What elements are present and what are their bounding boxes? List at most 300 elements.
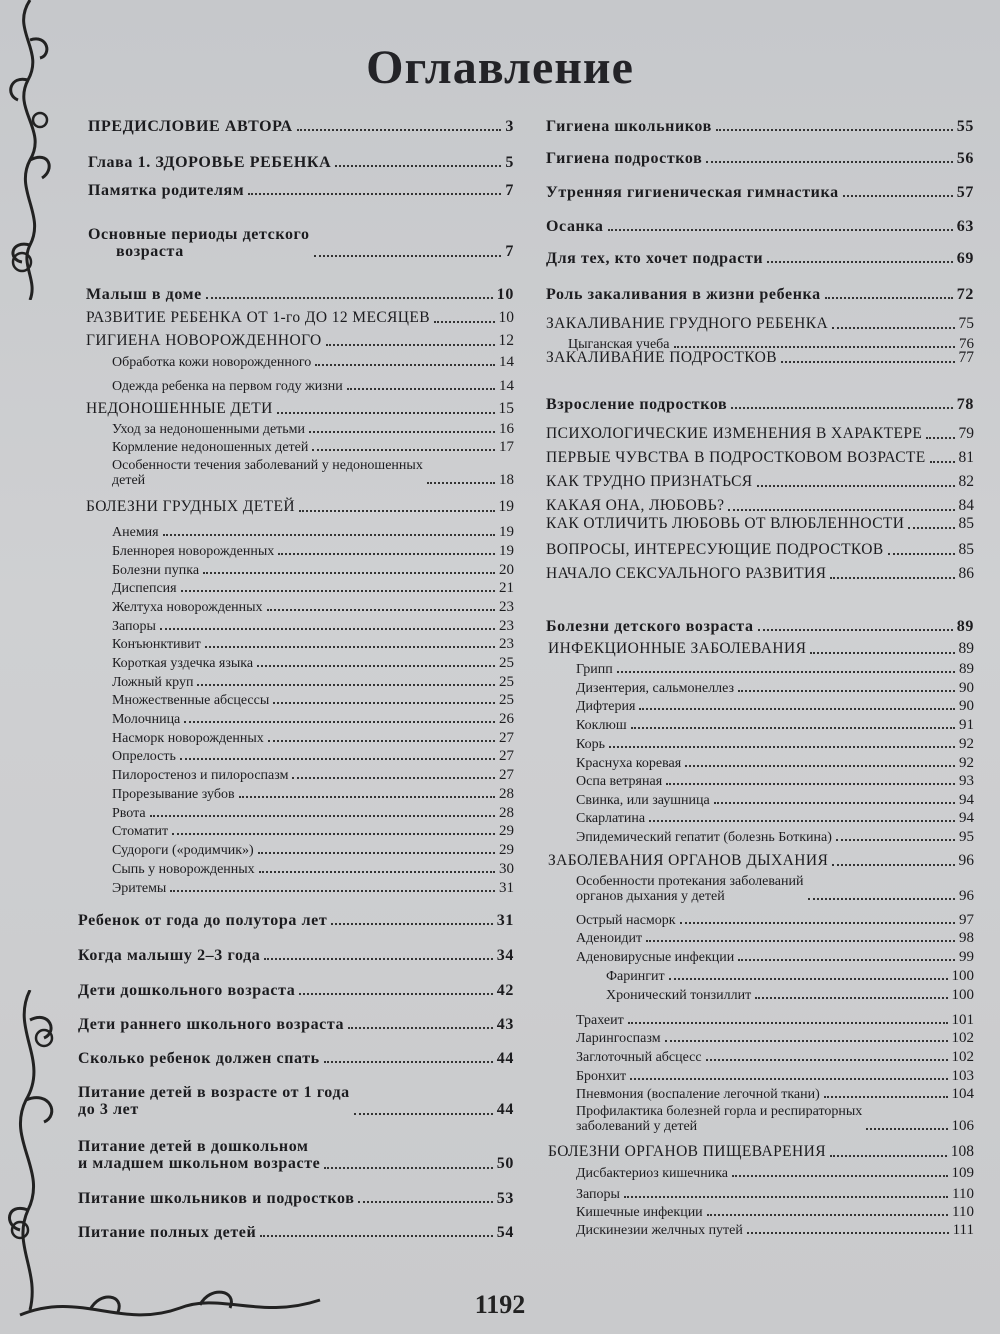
dot-leader	[665, 1040, 948, 1042]
dot-leader	[203, 572, 495, 574]
dot-leader	[163, 534, 495, 536]
toc-entry-page: 103	[951, 1068, 974, 1084]
toc-entry-page: 20	[499, 562, 514, 578]
toc-entry	[78, 1050, 514, 1067]
toc-entry	[546, 773, 974, 789]
toc-entry-title: Эпидемический гепатит (болезнь Боткина)	[576, 830, 832, 846]
dot-leader	[738, 690, 955, 692]
toc-entry	[546, 736, 974, 752]
dot-leader	[260, 1235, 492, 1237]
dot-leader	[758, 629, 953, 631]
toc-entry-page: 69	[956, 250, 974, 267]
dot-leader	[197, 684, 495, 686]
toc-entry-title: Дети раннего школьного возраста	[78, 1016, 345, 1033]
toc-entry-title: Памятка родителям	[88, 182, 245, 199]
toc-entry-title: ПСИХОЛОГИЧЕСКИЕ ИЗМЕНЕНИЯ В ХАРАКТЕРЕ	[546, 425, 923, 442]
toc-entry-page: 10	[496, 286, 514, 303]
dot-leader	[314, 255, 502, 257]
dot-leader	[728, 509, 954, 511]
toc-entry-page: 10	[498, 309, 514, 326]
toc-entry	[78, 401, 514, 418]
toc-entry	[78, 823, 514, 839]
dot-leader	[324, 1167, 492, 1169]
dot-leader	[299, 510, 495, 512]
dot-leader	[258, 852, 495, 854]
toc-entry	[78, 767, 514, 783]
toc-entry-page: 53	[496, 1190, 514, 1207]
toc-entry-title: Молочница	[112, 712, 181, 728]
toc-entry-title: НЕДОНОШЕННЫЕ ДЕТИ	[86, 400, 273, 417]
toc-entry	[546, 1222, 974, 1238]
toc-entry-title: Профилактика болезней горла и респираторных заболеваний у детей	[576, 1104, 863, 1135]
toc-entry-title: Роль закаливания в жизни ребенка	[546, 286, 821, 303]
toc-entry-page: 44	[496, 1050, 514, 1067]
toc-entry	[78, 730, 514, 746]
toc-entry-page: 23	[499, 618, 514, 634]
toc-entry-title: Дифтерия	[576, 699, 636, 715]
toc-entry	[546, 853, 974, 870]
dot-leader	[617, 671, 955, 673]
dot-leader	[843, 195, 953, 197]
toc-entry	[78, 499, 514, 516]
dot-leader	[731, 407, 953, 409]
toc-entry-page: 89	[959, 661, 974, 677]
dot-leader	[170, 890, 495, 892]
toc-entry	[78, 421, 514, 437]
toc-right-column	[546, 0, 974, 1280]
dot-leader	[268, 740, 495, 742]
toc-entry	[546, 1049, 974, 1065]
toc-entry	[546, 1104, 974, 1134]
toc-entry	[546, 118, 974, 135]
toc-entry	[546, 1068, 974, 1084]
toc-entry	[546, 1030, 974, 1046]
toc-entry	[546, 618, 974, 635]
toc-entry-title: Питание детей в дошкольном и младшем школьном возрасте	[78, 1138, 321, 1173]
toc-entry	[78, 118, 514, 135]
dot-leader	[277, 412, 495, 414]
toc-entry-page: 110	[952, 1204, 974, 1220]
toc-entry-page: 25	[499, 692, 514, 708]
dot-leader	[331, 923, 492, 925]
toc-entry-page: 43	[496, 1016, 514, 1033]
dot-leader	[674, 346, 955, 348]
toc-entry-title: Запоры	[112, 619, 156, 635]
toc-entry	[78, 1138, 514, 1173]
toc-entry-title: ЗАКАЛИВАНИЕ ГРУДНОГО РЕБЕНКА	[546, 315, 829, 332]
toc-entry	[546, 350, 974, 367]
dot-leader	[324, 1061, 493, 1063]
dot-leader	[205, 646, 495, 648]
toc-entry-page: 57	[956, 184, 974, 201]
toc-entry-title: Анемия	[112, 525, 159, 541]
toc-entry	[78, 861, 514, 877]
dot-leader	[267, 609, 495, 611]
toc-entry-title: Коклюш	[576, 718, 627, 734]
toc-entry-title: Судороги («родимчик»)	[112, 843, 254, 859]
toc-entry	[546, 426, 974, 443]
dot-leader	[639, 708, 955, 710]
toc-entry-title: Ребенок от года до полутора лет	[78, 912, 328, 929]
toc-entry-title: КАК ТРУДНО ПРИЗНАТЬСЯ	[546, 473, 753, 490]
dot-leader	[649, 820, 955, 822]
toc-entry-title: Обработка кожи новорожденного	[112, 355, 312, 371]
toc-entry	[546, 717, 974, 733]
toc-entry-page: 54	[496, 1224, 514, 1241]
toc-entry	[78, 286, 514, 303]
toc-entry-page: 109	[951, 1165, 974, 1181]
toc-entry	[78, 692, 514, 708]
toc-entry	[546, 968, 974, 984]
toc-entry	[546, 755, 974, 771]
toc-entry-page: 3	[505, 118, 514, 135]
toc-entry-title: Дети дошкольного возраста	[78, 982, 296, 999]
toc-entry-page: 85	[958, 515, 974, 532]
toc-entry	[546, 396, 974, 413]
toc-entry-page: 19	[499, 543, 514, 559]
toc-entry-title: Малыш в доме	[86, 286, 202, 303]
dot-leader	[239, 796, 495, 798]
toc-entry-page: 100	[951, 987, 974, 1003]
toc-entry-page: 79	[958, 425, 974, 442]
toc-entry-title: РАЗВИТИЕ РЕБЕНКА ОТ 1-го ДО 12 МЕСЯЦЕВ	[86, 309, 430, 326]
toc-entry-title: ВОПРОСЫ, ИНТЕРЕСУЮЩИЕ ПОДРОСТКОВ	[546, 541, 884, 558]
toc-entry-title: Пилоростеноз и пилороспазм	[112, 768, 289, 784]
dot-leader	[755, 997, 947, 999]
toc-entry-title: КАК ОТЛИЧИТЬ ЛЮБОВЬ ОТ ВЛЮБЛЕННОСТИ	[546, 515, 905, 532]
toc-entry-title: БОЛЕЗНИ ГРУДНЫХ ДЕТЕЙ	[86, 498, 295, 515]
toc-entry-page: 27	[499, 748, 514, 764]
toc-entry-title: Когда малышу 2–3 года	[78, 947, 261, 964]
toc-entry-title: ЗАКАЛИВАНИЕ ПОДРОСТКОВ	[546, 349, 777, 366]
toc-entry	[546, 874, 974, 904]
toc-entry	[78, 333, 514, 350]
toc-entry-title: Сыпь у новорожденных	[112, 862, 255, 878]
toc-entry-page: 86	[958, 565, 974, 582]
toc-entry-page: 31	[499, 880, 514, 896]
page-number: 1192	[474, 1290, 526, 1319]
dot-leader	[180, 758, 495, 760]
dot-leader	[248, 193, 501, 195]
toc-entry-page: 23	[499, 599, 514, 615]
toc-entry	[546, 829, 974, 845]
toc-entry-page: 7	[505, 182, 514, 199]
toc-entry-title: КАКАЯ ОНА, ЛЮБОВЬ?	[546, 497, 725, 514]
toc-entry	[78, 354, 514, 370]
dot-leader	[608, 229, 953, 231]
toc-entry-title: Скарлатина	[576, 811, 646, 827]
dot-leader	[714, 802, 955, 804]
toc-entry	[78, 154, 514, 171]
toc-entry-page: 27	[499, 767, 514, 783]
toc-entry	[546, 516, 974, 533]
toc-entry-page: 89	[958, 640, 974, 657]
toc-entry	[78, 711, 514, 727]
toc-entry-page: 92	[959, 736, 974, 752]
dot-leader	[297, 129, 502, 131]
toc-entry-title: Свинка, или заушница	[576, 793, 710, 809]
toc-entry-title: Гигиена подростков	[546, 150, 703, 167]
dot-leader	[181, 590, 495, 592]
toc-entry	[78, 562, 514, 578]
toc-entry-page: 90	[959, 680, 974, 696]
toc-entry	[78, 880, 514, 896]
toc-entry-title: Кишечные инфекции	[576, 1205, 703, 1221]
dot-leader	[716, 129, 953, 131]
toc-entry	[546, 316, 974, 333]
toc-entry-page: 98	[959, 930, 974, 946]
dot-leader	[257, 665, 495, 667]
toc-entry-title: Питание полных детей	[78, 1224, 257, 1241]
dot-leader	[326, 344, 495, 346]
toc-entry-page: 30	[499, 861, 514, 877]
toc-entry-page: 89	[956, 618, 974, 635]
toc-entry-title: Пневмония (воспаление легочной ткани)	[576, 1087, 820, 1103]
toc-entry	[546, 641, 974, 658]
dot-leader	[680, 922, 955, 924]
dot-leader	[781, 361, 955, 363]
dot-leader	[706, 161, 952, 163]
toc-entry-page: 17	[499, 439, 514, 455]
toc-entry-page: 27	[499, 730, 514, 746]
toc-entry-page: 5	[505, 154, 514, 171]
toc-entry-title: Грипп	[576, 662, 613, 678]
toc-entry-title: Бронхит	[576, 1069, 627, 1085]
toc-entry	[78, 842, 514, 858]
toc-entry	[78, 982, 514, 999]
dot-leader	[888, 553, 955, 555]
toc-entry-title: Основные периоды детского возраста	[88, 226, 310, 261]
toc-entry-title: Ларингоспазм	[576, 1031, 661, 1047]
dot-leader	[172, 833, 495, 835]
toc-entry	[78, 748, 514, 764]
toc-entry-page: 110	[952, 1186, 974, 1202]
dot-leader	[335, 165, 501, 167]
toc-entry-title: Взросление подростков	[546, 396, 728, 413]
dot-leader	[830, 577, 954, 579]
toc-entry-page: 50	[496, 1155, 514, 1173]
dot-leader	[630, 1078, 947, 1080]
toc-entry	[546, 450, 974, 467]
toc-entry	[546, 949, 974, 965]
toc-entry-page: 94	[959, 810, 974, 826]
toc-entry-page: 111	[952, 1222, 974, 1238]
dot-leader	[628, 1022, 948, 1024]
toc-entry	[546, 1186, 974, 1202]
toc-entry-page: 104	[951, 1086, 974, 1102]
toc-entry	[546, 1144, 974, 1161]
toc-entry-page: 84	[958, 497, 974, 514]
toc-entry-title: Особенности течения заболеваний у недоношенных детей	[112, 458, 423, 489]
dot-leader	[646, 940, 955, 942]
toc-entry-title: Прорезывание зубов	[112, 787, 235, 803]
toc-entry-title: Одежда ребенка на первом году жизни	[112, 379, 343, 395]
toc-entry-page: 28	[499, 786, 514, 802]
toc-entry-title: ПРЕДИСЛОВИЕ АВТОРА	[88, 118, 293, 135]
dot-leader	[609, 746, 955, 748]
toc-entry-title: Питание детей в возрасте от 1 года до 3 лет	[78, 1084, 350, 1119]
toc-entry	[546, 286, 974, 303]
toc-entry-page: 78	[956, 396, 974, 413]
toc-entry-page: 25	[499, 674, 514, 690]
toc-entry	[78, 947, 514, 964]
toc-entry	[78, 378, 514, 394]
toc-entry-page: 14	[499, 378, 514, 394]
toc-entry-title: Утренняя гигиеническая гимнастика	[546, 184, 839, 201]
toc-entry	[78, 310, 514, 327]
toc-entry	[546, 542, 974, 559]
dot-leader	[738, 959, 955, 961]
toc-entry-page: 28	[499, 805, 514, 821]
toc-left-column	[78, 0, 514, 1280]
dot-leader	[836, 839, 955, 841]
toc-entry	[546, 1086, 974, 1102]
toc-entry-title: Рвота	[112, 806, 146, 822]
toc-entry-title: Сколько ребенок должен спать	[78, 1050, 320, 1067]
dot-leader	[273, 702, 495, 704]
toc-entry-page: 101	[951, 1012, 974, 1028]
dot-leader	[808, 898, 956, 900]
toc-entry	[78, 458, 514, 488]
toc-entry-title: Аденоидит	[576, 931, 643, 947]
toc-entry-page: 96	[959, 888, 974, 905]
dot-leader	[259, 871, 495, 873]
toc-entry-page: 56	[956, 150, 974, 167]
toc-entry	[78, 1016, 514, 1033]
toc-entry	[546, 792, 974, 808]
toc-entry	[78, 182, 514, 199]
toc-entry-page: 19	[498, 498, 514, 515]
toc-entry-title: Насморк новорожденных	[112, 731, 264, 747]
toc-entry-page: 102	[951, 1030, 974, 1046]
toc-entry	[78, 618, 514, 634]
toc-entry-title: Диспепсия	[112, 581, 177, 597]
toc-entry-title: Краснуха коревая	[576, 756, 682, 772]
toc-entry	[546, 661, 974, 677]
toc-entry-page: 75	[958, 315, 974, 332]
dot-leader	[264, 958, 492, 960]
toc-entry	[78, 1190, 514, 1207]
dot-leader	[747, 1232, 949, 1234]
dot-leader	[631, 727, 955, 729]
dot-leader	[825, 297, 953, 299]
toc-entry-title: Трахеит	[576, 1013, 624, 1029]
toc-entry-title: Конъюнктивит	[112, 637, 201, 653]
toc-entry-page: 77	[958, 349, 974, 366]
toc-entry-page: 31	[496, 912, 514, 929]
dot-leader	[278, 553, 495, 555]
toc-entry-page: 55	[956, 118, 974, 135]
toc-entry-page: 29	[499, 823, 514, 839]
dot-leader	[299, 993, 492, 995]
toc-entry	[78, 805, 514, 821]
toc-entry-page: 76	[959, 336, 974, 352]
dot-leader	[832, 327, 954, 329]
toc-entry-title: Эритемы	[112, 881, 167, 897]
dot-leader	[358, 1201, 492, 1203]
toc-entry	[78, 636, 514, 652]
toc-entry-page: 108	[950, 1143, 974, 1160]
toc-entry-page: 95	[959, 829, 974, 845]
toc-entry	[78, 599, 514, 615]
toc-entry-title: Дисбактериоз кишечника	[576, 1166, 729, 1182]
dot-leader	[908, 527, 954, 529]
dot-leader	[666, 783, 955, 785]
dot-leader	[312, 449, 495, 451]
toc-entry-page: 18	[499, 472, 514, 489]
toc-entry-page: 90	[959, 698, 974, 714]
toc-entry-page: 42	[496, 982, 514, 999]
toc-entry-title: Особенности протекания заболеваний органов дыхания у детей	[576, 874, 804, 905]
page-title: Оглавление	[366, 41, 634, 94]
toc-entry-page: 91	[959, 717, 974, 733]
toc-entry	[78, 543, 514, 559]
toc-entry-title: Опрелость	[112, 749, 176, 765]
toc-entry	[546, 184, 974, 201]
toc-entry-page: 15	[498, 400, 514, 417]
toc-entry-title: Ложный круп	[112, 675, 194, 691]
toc-entry-page: 106	[951, 1118, 974, 1135]
toc-entry	[78, 912, 514, 929]
toc-entry-title: Гигиена школьников	[546, 118, 712, 135]
toc-entry	[546, 680, 974, 696]
toc-entry-title: Для тех, кто хочет подрасти	[546, 250, 764, 267]
toc-entry-title: Острый насморк	[576, 913, 676, 929]
toc-entry-title: Бленнорея новорожденных	[112, 544, 275, 560]
toc-entry-page: 92	[959, 755, 974, 771]
toc-entry-page: 21	[499, 580, 514, 596]
toc-entry-title: ПЕРВЫЕ ЧУВСТВА В ПОДРОСТКОВОМ ВОЗРАСТЕ	[546, 449, 926, 466]
toc-entry	[78, 674, 514, 690]
toc-entry-title: Заглоточный абсцесс	[576, 1050, 702, 1066]
toc-entry	[546, 1204, 974, 1220]
dot-leader	[184, 721, 495, 723]
toc-entry-page: 44	[496, 1101, 514, 1119]
toc-entry-page: 7	[505, 243, 514, 261]
dot-leader	[669, 978, 948, 980]
toc-entry-page: 82	[958, 473, 974, 490]
dot-leader	[685, 765, 955, 767]
toc-entry	[546, 698, 974, 714]
toc-entry-title: Оспа ветряная	[576, 774, 663, 790]
toc-entry-page: 100	[951, 968, 974, 984]
toc-entry-title: Болезни детского возраста	[546, 618, 754, 635]
toc-entry-title: ЗАБОЛЕВАНИЯ ОРГАНОВ ДЫХАНИЯ	[548, 852, 829, 869]
dot-leader	[866, 1128, 947, 1130]
toc-entry-page: 94	[959, 792, 974, 808]
dot-leader	[348, 1027, 493, 1029]
toc-entry-page: 72	[956, 286, 974, 303]
dot-leader	[767, 261, 953, 263]
toc-entry	[78, 226, 514, 261]
dot-leader	[732, 1175, 947, 1177]
toc-entry	[78, 439, 514, 455]
dot-leader	[707, 1214, 948, 1216]
toc-entry-page: 14	[499, 354, 514, 370]
dot-leader	[824, 1096, 948, 1098]
toc-entry-page: 63	[956, 218, 974, 235]
dot-leader	[706, 1059, 948, 1061]
dot-leader	[347, 388, 495, 390]
dot-leader	[810, 652, 954, 654]
toc-entry-title: Аденовирусные инфекции	[576, 950, 735, 966]
dot-leader	[930, 461, 955, 463]
toc-entry-page: 93	[959, 773, 974, 789]
toc-entry	[78, 655, 514, 671]
toc-entry-title: Короткая уздечка языка	[112, 656, 254, 672]
toc-entry	[546, 930, 974, 946]
toc-entry-title: Болезни пупка	[112, 563, 200, 579]
